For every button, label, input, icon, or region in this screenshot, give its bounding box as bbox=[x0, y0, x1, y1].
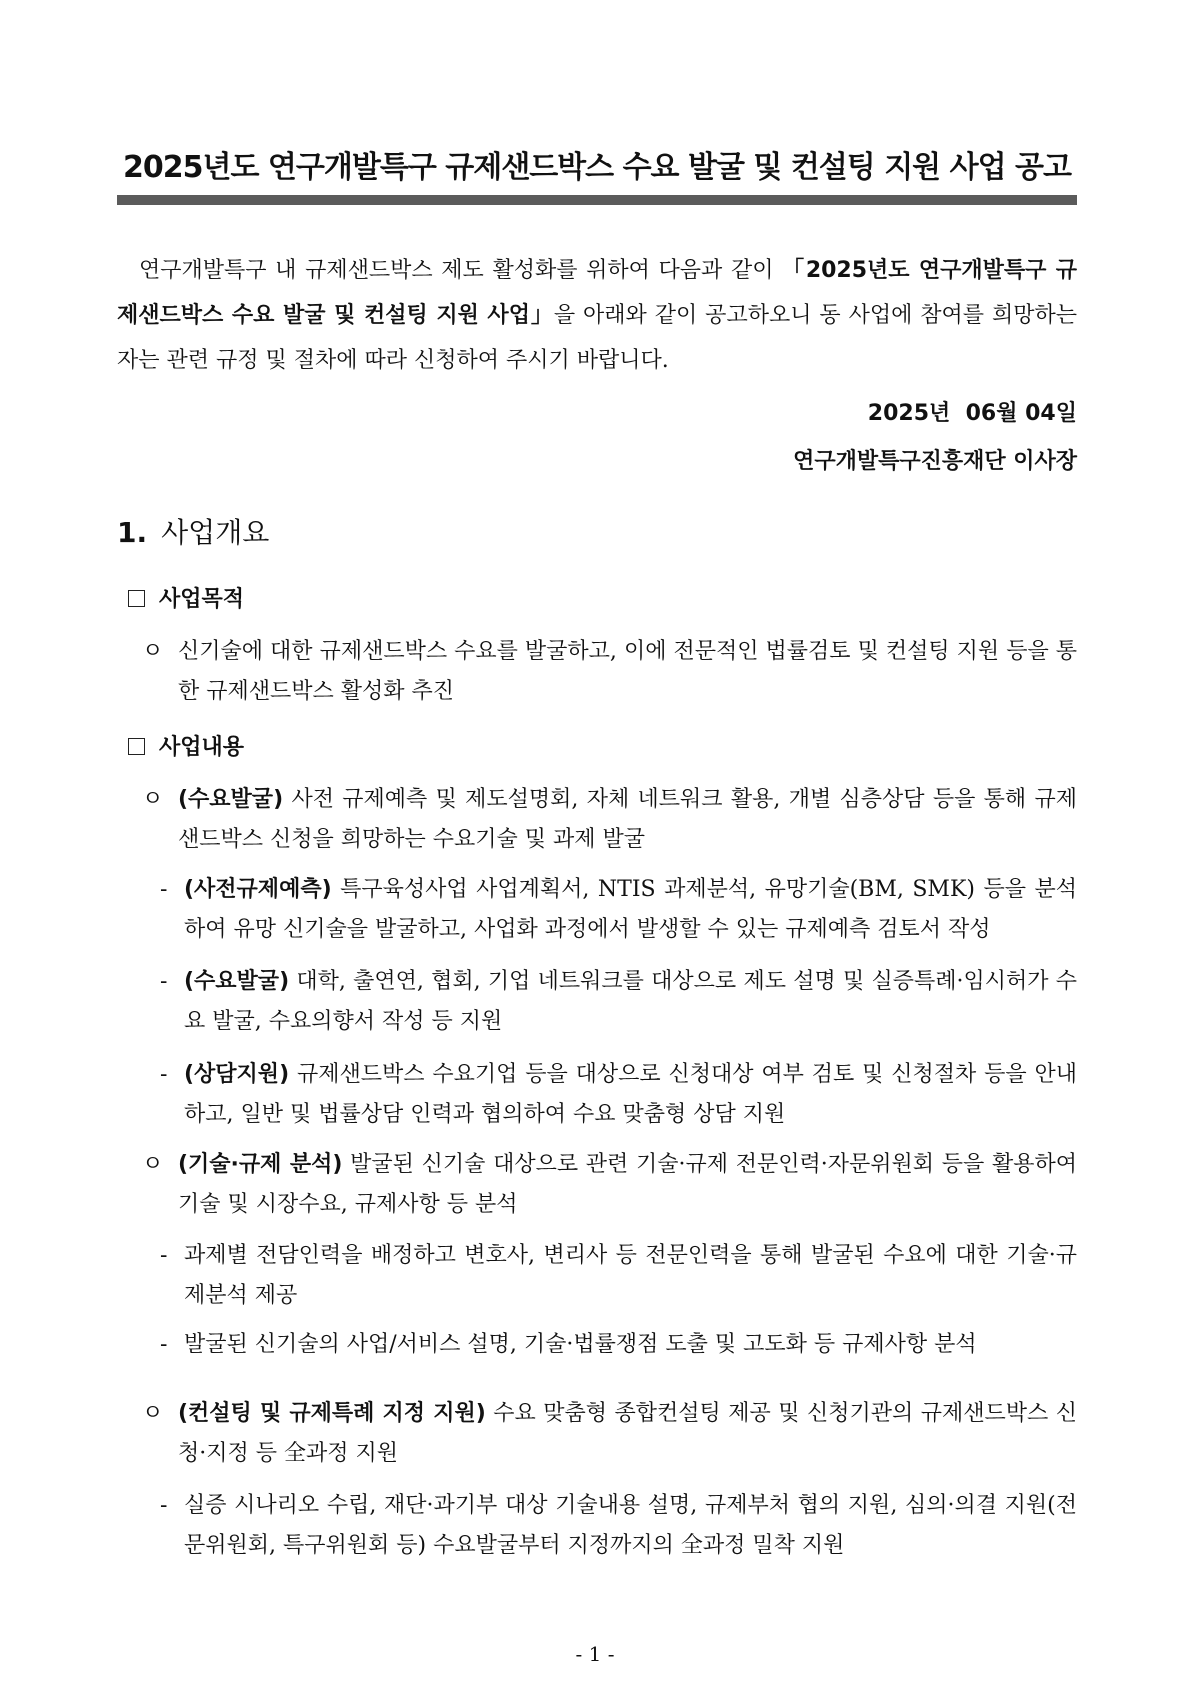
item-label: (상담지원) bbox=[184, 1062, 290, 1087]
item-text: 과제별 전담인력을 배정하고 변호사, 변리사 등 전문인력을 통해 발굴된 수요에 대한 기술·규제분석 제공 bbox=[184, 1243, 1077, 1308]
section-number: 1. bbox=[117, 516, 148, 549]
subheading-purpose: 사업목적 bbox=[128, 585, 244, 615]
item-text: 발굴된 신기술 대상으로 관련 기술·규제 전문인력·자문위원회 등을 활용하여 기술 및 시장수요, 규제사항 등 분석 bbox=[178, 1152, 1077, 1217]
dash-bullet-icon: - bbox=[160, 1243, 168, 1268]
content-subitem bbox=[160, 870, 1077, 950]
dash-bullet-icon: - bbox=[160, 1062, 168, 1087]
content-item bbox=[142, 1145, 1077, 1225]
item-text: 사전 규제예측 및 제도설명회, 자체 네트워크 활용, 개별 심층상담 등을 통해 규제샌드박스 신청을 희망하는 수요기술 및 과제 발굴 bbox=[178, 787, 1077, 852]
intro-text-after: 을 아래와 같이 공고하오니 동 사업에 참여를 희망하는 자는 관련 규정 및 절차에 따라 신청하여 주시기 바랍니다. bbox=[117, 303, 1077, 373]
content-subitem bbox=[160, 1055, 1077, 1135]
item-label: (수요발굴) bbox=[184, 969, 290, 994]
announcement-date: 2025년 06월 04일 bbox=[867, 401, 1077, 426]
title-underline bbox=[117, 195, 1077, 205]
item-text: 수요 맞춤형 종합컨설팅 제공 및 신청기관의 규제샌드박스 신청·지정 등 全과정 지원 bbox=[178, 1401, 1077, 1466]
item-label: (컨설팅 및 규제특례 지정 지원) bbox=[178, 1401, 486, 1426]
content-subitem bbox=[160, 1486, 1077, 1566]
content-item bbox=[142, 780, 1077, 860]
checkbox-icon bbox=[128, 738, 145, 755]
content-item bbox=[142, 1394, 1077, 1474]
dash-bullet-icon: - bbox=[160, 1493, 168, 1518]
circle-bullet-icon: ㅇ bbox=[142, 639, 164, 664]
content-subitem bbox=[160, 1325, 1077, 1365]
item-text: 규제샌드박스 수요기업 등을 대상으로 신청대상 여부 검토 및 신청절차 등을 안내하고, 일반 및 법률상담 인력과 협의하여 수요 맞춤형 상담 지원 bbox=[184, 1062, 1077, 1127]
section-title-text: 사업개요 bbox=[161, 516, 270, 549]
circle-bullet-icon: ㅇ bbox=[142, 1401, 164, 1426]
document-title: 2025년도 연구개발특구 규제샌드박스 수요 발굴 및 컨설팅 지원 사업 공고 bbox=[123, 150, 1071, 185]
circle-bullet-icon: ㅇ bbox=[142, 1152, 164, 1177]
item-text: 실증 시나리오 수립, 재단·과기부 대상 기술내용 설명, 규제부처 협의 지원, 심의·의결 지원(전문위원회, 특구위원회 등) 수요발굴부터 지정까지의 全과정 밀착 지원 bbox=[184, 1493, 1077, 1558]
intro-program-name: 「2025년도 연구개발특구 규제샌드박스 수요 발굴 및 컨설팅 지원 사업」 bbox=[117, 258, 1077, 328]
section-title bbox=[117, 515, 269, 551]
item-text: 특구육성사업 사업계획서, NTIS 과제분석, 유망기술(BM, SMK) 등을 분석하여 유망 신기술을 발굴하고, 사업화 과정에서 발생할 수 있는 규제예측 검토서 작성 bbox=[184, 877, 1077, 942]
intro-paragraph bbox=[117, 248, 1077, 383]
subheading-content: 사업내용 bbox=[128, 733, 244, 763]
content-subitem bbox=[160, 1236, 1077, 1316]
issuer-name: 연구개발특구진흥재단 이사장 bbox=[793, 449, 1077, 474]
page-number: - 1 - bbox=[575, 1642, 615, 1666]
item-text: 발굴된 신기술의 사업/서비스 설명, 기술·법률쟁점 도출 및 고도화 등 규제사항 분석 bbox=[184, 1332, 977, 1357]
purpose-text: 신기술에 대한 규제샌드박스 수요를 발굴하고, 이에 전문적인 법률검토 및 컨설팅 지원 등을 통한 규제샌드박스 활성화 추진 bbox=[178, 639, 1077, 704]
item-label: (기술·규제 분석) bbox=[178, 1152, 343, 1177]
purpose-item bbox=[142, 632, 1077, 712]
dash-bullet-icon: - bbox=[160, 1332, 168, 1357]
dash-bullet-icon: - bbox=[160, 969, 168, 994]
item-label: (사전규제예측) bbox=[184, 877, 332, 902]
content-subitem bbox=[160, 962, 1077, 1042]
item-label: (수요발굴) bbox=[178, 787, 284, 812]
dash-bullet-icon: - bbox=[160, 877, 168, 902]
checkbox-icon bbox=[128, 590, 145, 607]
intro-text-before: 연구개발특구 내 규제샌드박스 제도 활성화를 위하여 다음과 같이 bbox=[139, 258, 783, 283]
item-text: 대학, 출연연, 협회, 기업 네트워크를 대상으로 제도 설명 및 실증특례·임시허가 수요 발굴, 수요의향서 작성 등 지원 bbox=[184, 969, 1077, 1034]
circle-bullet-icon: ㅇ bbox=[142, 787, 164, 812]
